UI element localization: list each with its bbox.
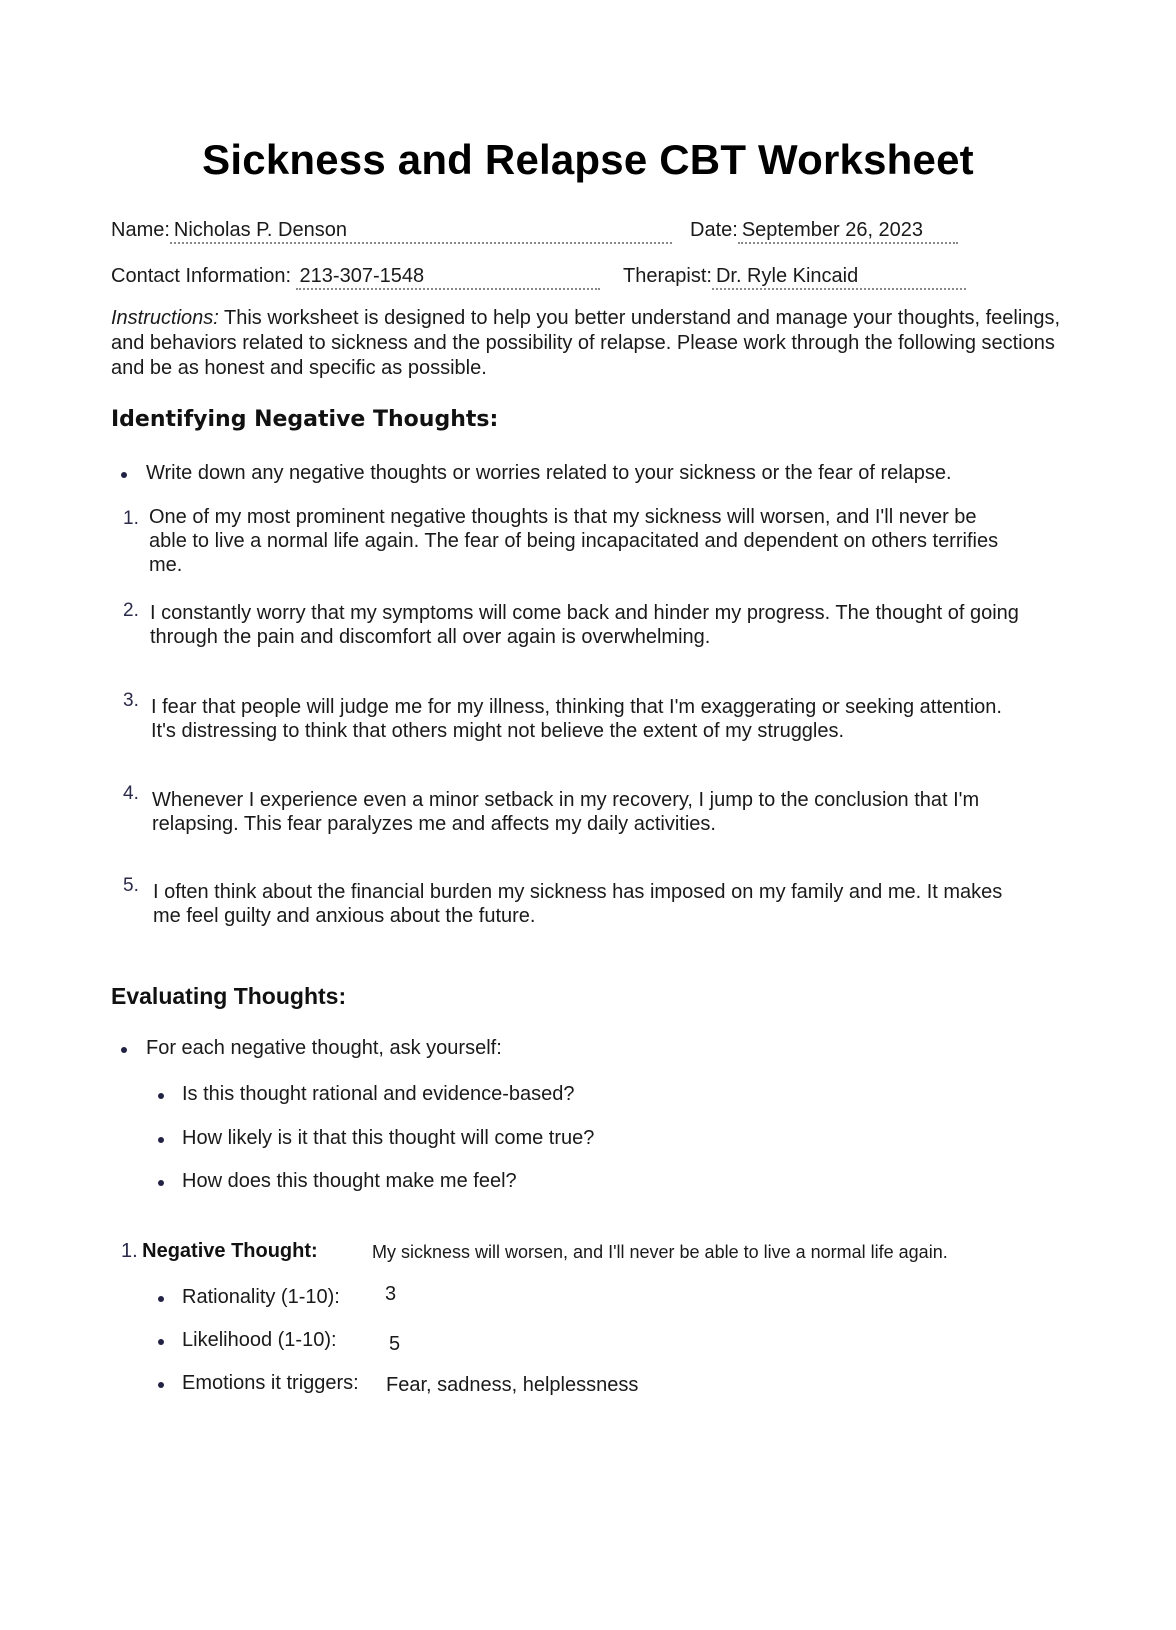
likelihood-label: Likelihood (1-10): bbox=[182, 1329, 337, 1351]
negative-thought-value[interactable]: My sickness will worsen, and I'll never be able to live a normal life again. bbox=[372, 1242, 948, 1262]
thought-item-4 bbox=[0, 783, 1176, 844]
contact-label: Contact Information: bbox=[111, 265, 292, 287]
instructions-label: Instructions: bbox=[111, 307, 219, 329]
evaluating-prompt bbox=[121, 1037, 502, 1060]
entry-number: 1. bbox=[121, 1240, 138, 1262]
evaluating-prompt-text: For each negative thought, ask yourself: bbox=[146, 1037, 502, 1059]
bullet-icon bbox=[158, 1296, 164, 1302]
thought-item-2 bbox=[0, 601, 1176, 657]
bullet-icon bbox=[158, 1339, 164, 1345]
thought-text[interactable]: I often think about the financial burden my sickness has imposed on my family and me. It makes me feel guilty and anxious about the future. bbox=[153, 881, 1003, 927]
identifying-heading: Identifying Negative Thoughts: bbox=[111, 407, 499, 432]
date-field-row bbox=[690, 218, 958, 244]
bullet-icon bbox=[158, 1093, 164, 1099]
rationality-label: Rationality (1-10): bbox=[182, 1286, 340, 1308]
rationality-row bbox=[158, 1286, 340, 1309]
identifying-prompt bbox=[121, 462, 952, 485]
contact-field-row bbox=[111, 264, 600, 290]
thought-number: 5. bbox=[123, 875, 139, 896]
name-field[interactable]: Nicholas P. Denson bbox=[170, 218, 672, 244]
thought-number: 4. bbox=[123, 783, 139, 804]
question-text: How likely is it that this thought will come true? bbox=[182, 1127, 595, 1149]
name-label: Name: bbox=[111, 219, 170, 241]
likelihood-row bbox=[158, 1329, 337, 1352]
therapist-field[interactable]: Dr. Ryle Kincaid bbox=[712, 264, 966, 290]
thought-item-5 bbox=[0, 875, 1176, 936]
thought-number: 2. bbox=[123, 600, 139, 621]
negative-thought-entry-1 bbox=[121, 1240, 318, 1263]
question-text: Is this thought rational and evidence-based? bbox=[182, 1083, 575, 1105]
thought-text[interactable]: I fear that people will judge me for my illness, thinking that I'm exaggerating or seeking attention. It's distressing to think that others might not believe the extent of my struggles. bbox=[151, 696, 1002, 742]
identifying-prompt-text: Write down any negative thoughts or worries related to your sickness or the fear of relapse. bbox=[146, 462, 952, 484]
therapist-label: Therapist: bbox=[623, 265, 712, 287]
evaluating-question-1 bbox=[158, 1083, 575, 1106]
rationality-value[interactable]: 3 bbox=[385, 1283, 397, 1305]
evaluating-heading: Evaluating Thoughts: bbox=[111, 983, 347, 1009]
bullet-icon bbox=[121, 472, 127, 478]
evaluating-question-3 bbox=[158, 1170, 517, 1193]
date-field[interactable]: September 26, 2023 bbox=[738, 218, 958, 244]
evaluating-question-2 bbox=[158, 1127, 595, 1150]
emotions-label: Emotions it triggers: bbox=[182, 1372, 359, 1394]
thought-number: 3. bbox=[123, 690, 139, 711]
thought-text[interactable]: I constantly worry that my symptoms will come back and hinder my progress. The thought of going through the pain and discomfort all over again is overwhelming. bbox=[150, 602, 1019, 648]
instructions-text: This worksheet is designed to help you better understand and manage your thoughts, feelings, and behaviors related to sickness and the possibility of relapse. Please work through the following sections and be as honest and specific as possible. bbox=[111, 307, 1061, 379]
thought-text[interactable]: One of my most prominent negative thoughts is that my sickness will worsen, and I'll never be able to live a normal life again. The fear of being incapacitated and dependent on others terrifies me. bbox=[149, 506, 999, 576]
date-label: Date: bbox=[690, 219, 738, 241]
thought-item-3 bbox=[0, 690, 1176, 751]
bullet-icon bbox=[158, 1382, 164, 1388]
likelihood-value[interactable]: 5 bbox=[389, 1333, 401, 1355]
question-text: How does this thought make me feel? bbox=[182, 1170, 517, 1192]
name-field-row bbox=[111, 218, 672, 244]
bullet-icon bbox=[121, 1047, 127, 1053]
thought-item-1 bbox=[0, 505, 1176, 585]
emotions-row bbox=[158, 1372, 359, 1395]
page-title: Sickness and Relapse CBT Worksheet bbox=[202, 136, 974, 183]
bullet-icon bbox=[158, 1180, 164, 1186]
contact-field[interactable]: 213-307-1548 bbox=[296, 264, 600, 290]
thought-text[interactable]: Whenever I experience even a minor setback in my recovery, I jump to the conclusion that I'm relapsing. This fear paralyzes me and affects my daily activities. bbox=[152, 789, 980, 835]
bullet-icon bbox=[158, 1137, 164, 1143]
therapist-field-row bbox=[623, 264, 966, 290]
negative-thought-label: Negative Thought: bbox=[142, 1240, 318, 1262]
thought-number: 1. bbox=[123, 508, 139, 529]
instructions-paragraph bbox=[111, 306, 1061, 381]
emotions-value[interactable]: Fear, sadness, helplessness bbox=[386, 1374, 639, 1396]
